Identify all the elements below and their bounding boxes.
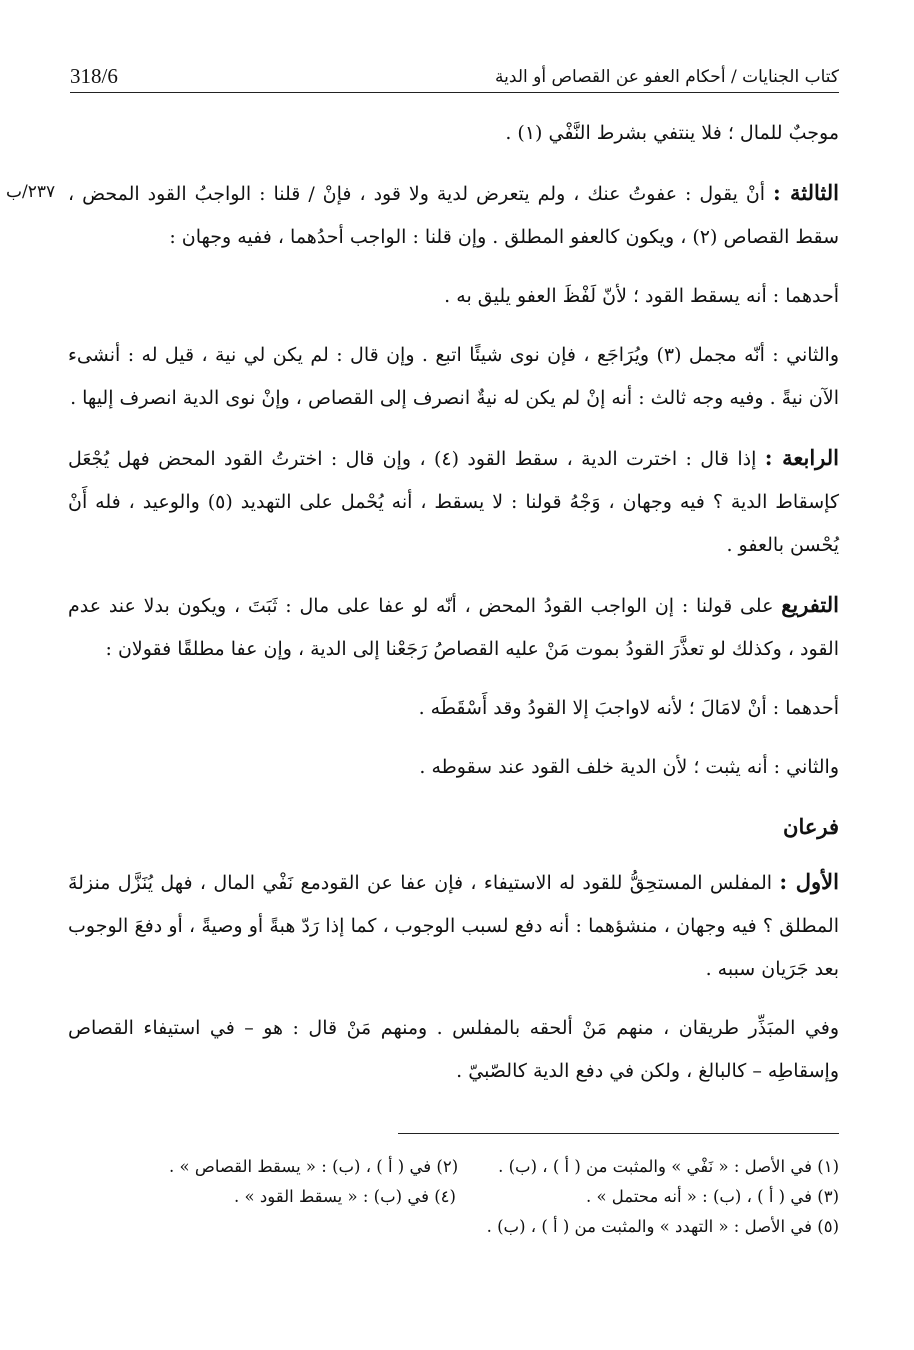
footnotes: [60, 1152, 839, 1242]
paragraph-third-case: [68, 171, 839, 259]
footnote-divider: [398, 1133, 839, 1134]
paragraph: وفي المبَذِّر طريقان ، منهم مَنْ ألحقه بالمفلس . ومنهم مَنْ قال : هو – في استيفاء القصاص وإسقاطِه – كالبالغ ، ولكن في دفع الدية كالصّبيّ .: [68, 1017, 839, 1082]
footnote: (١) في الأصل : « نَفْي » والمثبت من ( أ ) ، (ب) .: [498, 1157, 839, 1176]
paragraph-text: إذا قال : اخترت الدية ، سقط القود (٤) ، وإن قال : اخترتُ القود المحض فهل يُجْعَل كإسقاط الدية ؟ فيه وجهان ، وَجْهُ قولنا : لا يسقط ، أنه يُحْمل على التهديد (٥) والوعيد ، فله أَنْ يُحْسن بالعفو .: [68, 448, 839, 556]
paragraph-text: على قولنا : إن الواجب القودُ المحض ، أنّه لو عفا على مال : ثَبَتَ ، ويكون بدلا عند عدم القود ، وكذلك لو تعذَّرَ القودُ بموت مَنْ عليه القصاصُ رَجَعْنا إلى الدية ، وإن عفا مطلقًا فقولان :: [68, 595, 839, 660]
footnote: (٢) في ( أ ) ، (ب) : « يسقط القصاص » .: [169, 1157, 459, 1176]
paragraph-lead: الثالثة :: [773, 180, 839, 205]
footnote: (٣) في ( أ ) ، (ب) : « أنه محتمل » .: [585, 1187, 839, 1206]
paragraph: أحدهما : أنه يسقط القود ؛ لأنّ لَفْظَ العفو يليق به .: [444, 285, 839, 307]
paragraph: والثاني : أنه يثبت ؛ لأن الدية خلف القود عند سقوطه .: [419, 756, 839, 778]
paragraph-lead: التفريع: [781, 592, 839, 617]
page-header: [70, 58, 839, 93]
footnote-row: [60, 1152, 839, 1182]
paragraph-lead: الأول :: [779, 869, 839, 894]
footnote: (٥) في الأصل : « التهدد » والمثبت من ( أ ) ، (ب) .: [486, 1217, 839, 1236]
footnote-row: [60, 1212, 839, 1242]
paragraph-first-branch: [68, 860, 839, 991]
paragraph: أحدهما : أنْ لامَالَ ؛ لأنه لاواجبَ إلا القودُ وقد أَسْقَطَه .: [418, 697, 839, 719]
page-number: 318/6: [70, 64, 118, 88]
running-title: كتاب الجنايات / أحكام العفو عن القصاص أو الدية: [495, 67, 839, 87]
paragraph-derivation: [68, 583, 839, 671]
paragraph-text: المفلس المستحِقُّ للقود له الاستيفاء ، فإن عفا عن القودمع نَفْي المال ، فهل يُنَزَّل منزلةَ المطلق ؟ فيه وجهان ، منشؤهما : أنه دفع لسبب الوجوب ، كما إذا رَدّ هبةً أو وصيةً ، أو دفعَ الوجوب بعد جَرَيان سببه .: [68, 872, 839, 980]
section-heading: فرعان: [783, 814, 839, 839]
footnote: (٤) في (ب) : « يسقط القود » .: [234, 1187, 456, 1206]
paragraph-fourth-case: [68, 436, 839, 567]
footnote-row: [60, 1182, 839, 1212]
paragraph-lead: الرابعة :: [764, 445, 839, 470]
margin-folio-note: ٢٣٧/ب: [6, 182, 56, 202]
paragraph: موجبٌ للمال ؛ فلا ينتفي بشرط النَّفْي (١) .: [505, 122, 839, 144]
paragraph-text: أنْ يقول : عفوتُ عنك ، ولم يتعرض لدية ولا قود ، فإنْ / قلنا : الواجبُ القود المحض ، سقط القصاص (٢) ، ويكون كالعفو المطلق . وإن قلنا : الواجب أحدُهما ، ففيه وجهان :: [68, 183, 839, 248]
main-text: [68, 112, 839, 1109]
paragraph: والثاني : أنّه مجمل (٣) ويُرَاجَع ، فإن نوى شيئًا اتبع . وإن قال : لم يكن لي نية ، قيل له : أنشىء الآن نيةً . وفيه وجه ثالث : أنه إنْ لم يكن له نيةٌ انصرف إلى القصاص ، وإنْ نوى الدية انصرف إليها .: [68, 344, 839, 409]
